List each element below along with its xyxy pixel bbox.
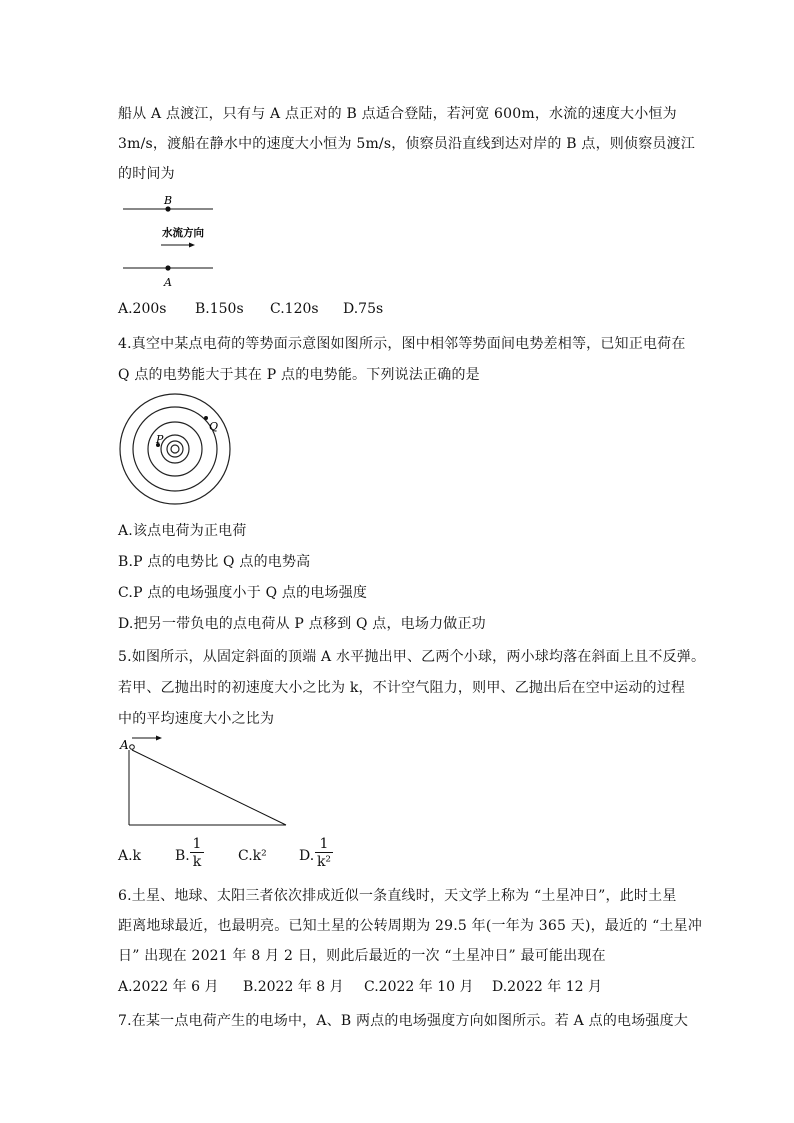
river-crossing-figure (118, 190, 228, 292)
q5-option-b-denominator: k (192, 854, 202, 870)
flow-arrowhead (189, 243, 195, 248)
q5-option-b-numerator: 1 (190, 836, 204, 853)
label-a: A (120, 738, 129, 752)
q6-option-a: A.2022 年 6 月 (118, 979, 219, 995)
equipotential-figure (118, 392, 238, 512)
flow-direction-label: 水流方向 (162, 227, 204, 239)
incline-figure (118, 732, 298, 832)
q5-text-line-3: 中的平均速度大小之比为 (118, 711, 275, 727)
q5-option-b-fraction (190, 836, 204, 871)
q4-option-d: D.把另一带负电的点电荷从 P 点移到 Q 点，电场力做正功 (118, 616, 486, 632)
q6-option-c: C.2022 年 10 月 (364, 979, 474, 995)
q5-option-b-prefix: B. (175, 848, 190, 864)
q3-text-line-3: 的时间为 (118, 166, 175, 182)
q6-option-b: B.2022 年 8 月 (243, 979, 344, 995)
q6-text-line-2: 距离地球最近，也最明亮。已知土星的公转周期为 29.5 年(一年为 365 天)，最近的 “土星冲 (118, 918, 703, 934)
label-a: A (164, 276, 172, 289)
point-a (165, 265, 170, 270)
q3-option-c: C.120s (270, 301, 319, 317)
q4-option-c: C.P 点的电场强度小于 Q 点的电场强度 (118, 585, 368, 601)
equipotential-ring-6 (171, 445, 179, 453)
q5-text-line-1: 5.如图所示，从固定斜面的顶端 A 水平抛出甲、乙两个小球，两小球均落在斜面上且不反弹。 (118, 649, 706, 665)
q3-option-b: B.150s (195, 301, 244, 317)
q5-option-d-prefix: D. (299, 848, 315, 864)
launch-velocity-arrowhead (156, 736, 162, 741)
q5-option-d-fraction (315, 836, 333, 871)
q5-option-d-numerator: 1 (315, 836, 333, 853)
point-q (204, 416, 208, 420)
label-q: Q (209, 420, 219, 433)
q3-option-d: D.75s (343, 301, 384, 317)
equipotential-ring-3 (148, 422, 202, 476)
label-p: P (156, 433, 164, 446)
q6-text-line-3: 日” 出现在 2021 年 8 月 2 日，则此后最近的一次 “土星冲日” 最可能出现在 (118, 948, 606, 964)
label-b: B (164, 194, 173, 207)
q5-option-c: C.k² (238, 848, 267, 864)
equipotential-ring-2 (133, 407, 217, 491)
ball-a (130, 745, 135, 750)
q6-option-d: D.2022 年 12 月 (492, 979, 602, 995)
equipotential-ring-1 (120, 394, 230, 504)
equipotential-ring-5 (167, 441, 183, 457)
q5-option-d-denominator: k² (316, 854, 332, 870)
q4-option-b: B.P 点的电势比 Q 点的电势高 (118, 554, 311, 570)
q5-text-line-2: 若甲、乙抛出时的初速度大小之比为 k，不计空气阻力，则甲、乙抛出后在空中运动的过程 (118, 680, 686, 696)
equipotential-ring-4 (161, 435, 189, 463)
q4-text-line-2: Q 点的电势能大于其在 P 点的电势能。下列说法正确的是 (118, 367, 480, 383)
q3-text-line-1: 船从 A 点渡江，只有与 A 点正对的 B 点适合登陆，若河宽 600m，水流的速度大小恒为 (118, 106, 677, 122)
q7-text-line-1: 7.在某一点电荷产生的电场中，A、B 两点的电场强度方向如图所示。若 A 点的电场强度大 (118, 1013, 689, 1029)
incline-slope (132, 750, 286, 825)
point-b (165, 206, 170, 211)
q6-text-line-1: 6.土星、地球、太阳三者依次排成近似一条直线时，天文学上称为 “土星冲日”，此时土星 (118, 888, 677, 904)
q4-text-line-1: 4.真空中某点电荷的等势面示意图如图所示，图中相邻等势面间电势差相等，已知正电荷在 (118, 336, 686, 352)
q3-text-line-2: 3m/s，渡船在静水中的速度大小恒为 5m/s，侦察员沿直线到达对岸的 B 点，则侦察员渡江 (118, 136, 696, 152)
q5-option-a: A.k (118, 848, 142, 864)
q3-option-a: A.200s (118, 301, 167, 317)
q4-option-a: A.该点电荷为正电荷 (118, 523, 247, 539)
